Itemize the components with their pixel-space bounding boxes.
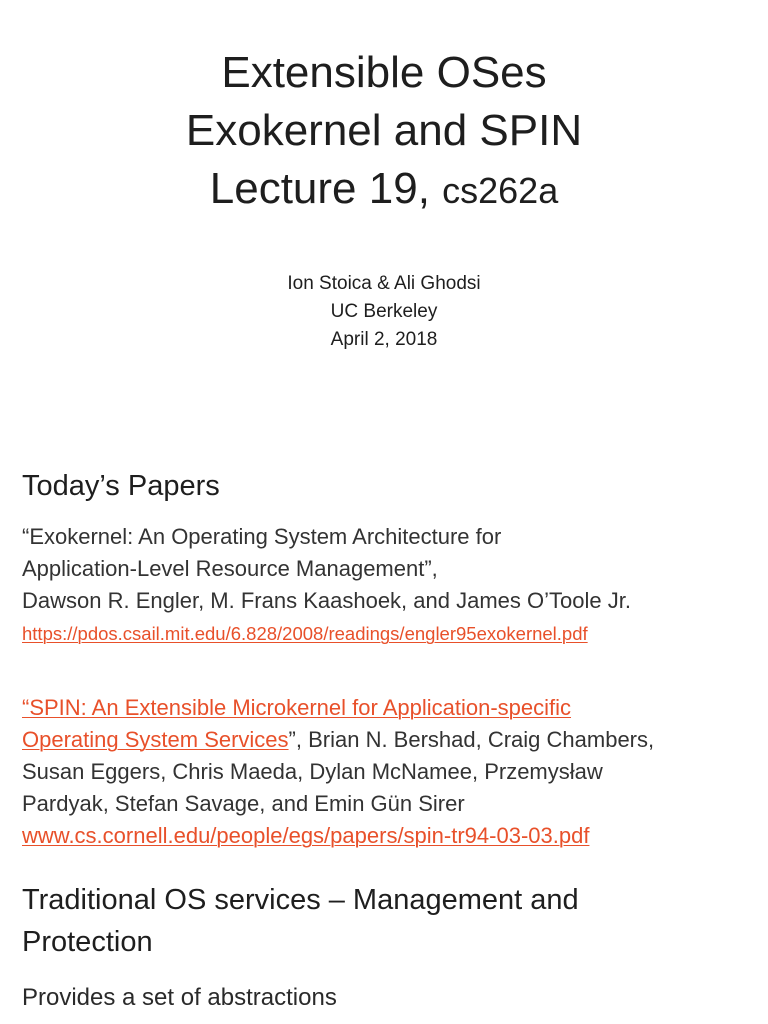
lecture-number: Lecture 19, [209,164,443,213]
traditional-heading-line-2: Protection [22,926,153,958]
author-info [0,270,768,354]
lecture-date: April 2, 2018 [330,329,438,350]
spin-title-link-line-2[interactable]: Operating System Services [22,727,289,752]
exokernel-paper [22,521,752,650]
spin-paper [22,692,752,852]
traditional-heading-line-1: Traditional OS services – Management and [22,884,579,916]
spin-authors-line-3: Pardyak, Stefan Savage, and Emin Gün Sirer [22,791,465,816]
spin-pdf-link[interactable]: www.cs.cornell.edu/people/egs/papers/spin-tr94-03-03.pdf [22,823,590,848]
exokernel-authors: Dawson R. Engler, M. Frans Kaashoek, and James O’Toole Jr. [22,588,631,613]
spin-authors-line-2: Susan Eggers, Chris Maeda, Dylan McNamee, Przemysław [22,759,603,784]
author-affiliation: UC Berkeley [330,301,438,322]
exokernel-title-line-2: Application-Level Resource Management”, [22,556,438,581]
spin-authors-line-1: ”, Brian N. Bershad, Craig Chambers, [288,727,655,752]
spin-title-link-line-1[interactable]: “SPIN: An Extensible Microkernel for Application-specific [22,695,572,720]
papers-heading: Today’s Papers [22,470,220,502]
slide-title [0,44,768,220]
title-line-1: Extensible OSes [221,48,547,97]
traditional-os-heading [22,879,579,963]
title-line-2: Exokernel and SPIN [185,106,583,155]
exokernel-title-line-1: “Exokernel: An Operating System Architecture for [22,524,502,549]
author-names: Ion Stoica & Ali Ghodsi [287,273,481,294]
course-code: cs262a [442,170,559,211]
abstractions-text: Provides a set of abstractions [22,984,337,1011]
title-line-3 [0,160,768,220]
exokernel-pdf-link[interactable]: https://pdos.csail.mit.edu/6.828/2008/readings/engler95exokernel.pdf [22,623,588,644]
